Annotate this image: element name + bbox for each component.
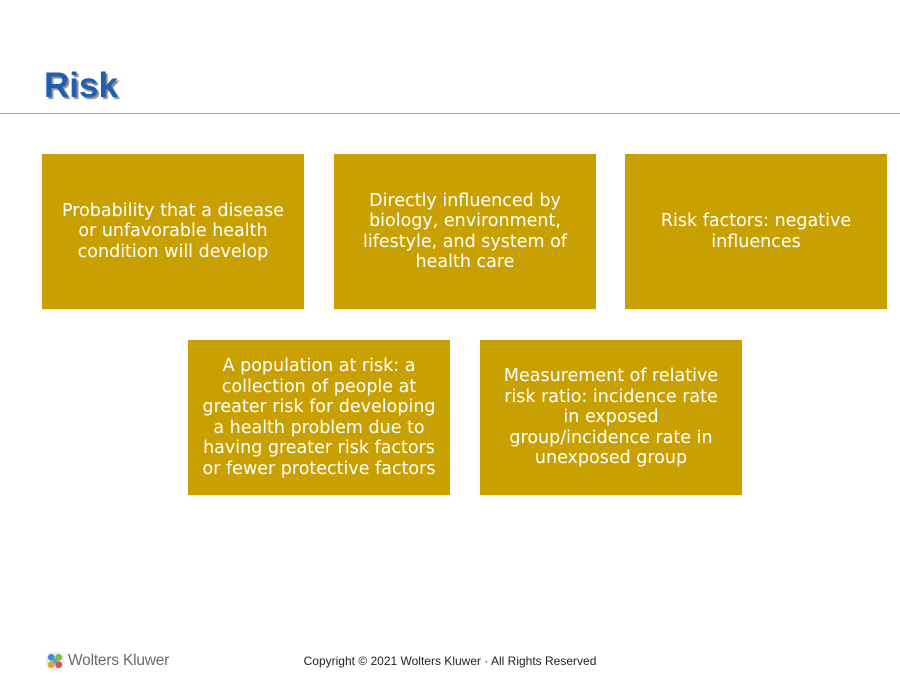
content-box-probability (42, 154, 304, 309)
content-box-risk-factors (625, 154, 887, 309)
text-line: in exposed (563, 407, 659, 428)
text-line: a health problem due to (213, 417, 425, 438)
content-box-text (363, 191, 567, 273)
text-line: influences (711, 231, 801, 252)
text-line: group/incidence rate in (509, 427, 713, 448)
text-line: or fewer protective factors (202, 458, 436, 479)
text-line: biology, environment, (369, 211, 561, 231)
content-box-text (202, 356, 435, 479)
text-line: unexposed group (534, 448, 688, 469)
content-box-text (504, 366, 718, 469)
brand-name: Wolters Kluwer (68, 652, 170, 669)
text-line: having greater risk factors (203, 438, 435, 458)
text-line: greater risk for developing (202, 397, 436, 417)
text-line: Measurement of relative (503, 366, 719, 387)
content-box-population-at-risk (188, 340, 450, 495)
text-line: lifestyle, and system of (363, 231, 567, 252)
text-line: Directly influenced by (369, 190, 561, 211)
text-line: health care (415, 252, 515, 272)
content-box-text (62, 201, 284, 263)
title-divider (0, 113, 900, 114)
text-line: condition will develop (77, 241, 269, 262)
text-line: Probability that a disease (62, 200, 284, 221)
content-box-text (661, 211, 851, 252)
text-line: A population at risk: a (222, 356, 416, 376)
text-line: collection of people at (221, 376, 417, 397)
content-box-relative-risk (480, 340, 742, 495)
content-box-influences (334, 154, 596, 309)
text-line: risk ratio: incidence rate (504, 386, 718, 407)
copyright-notice: Copyright © 2021 Wolters Kluwer · All Rights Reserved (303, 654, 597, 668)
slide-title: Risk (44, 66, 118, 105)
text-line: Risk factors: negative (660, 211, 852, 231)
text-line: or unfavorable health (78, 221, 268, 242)
